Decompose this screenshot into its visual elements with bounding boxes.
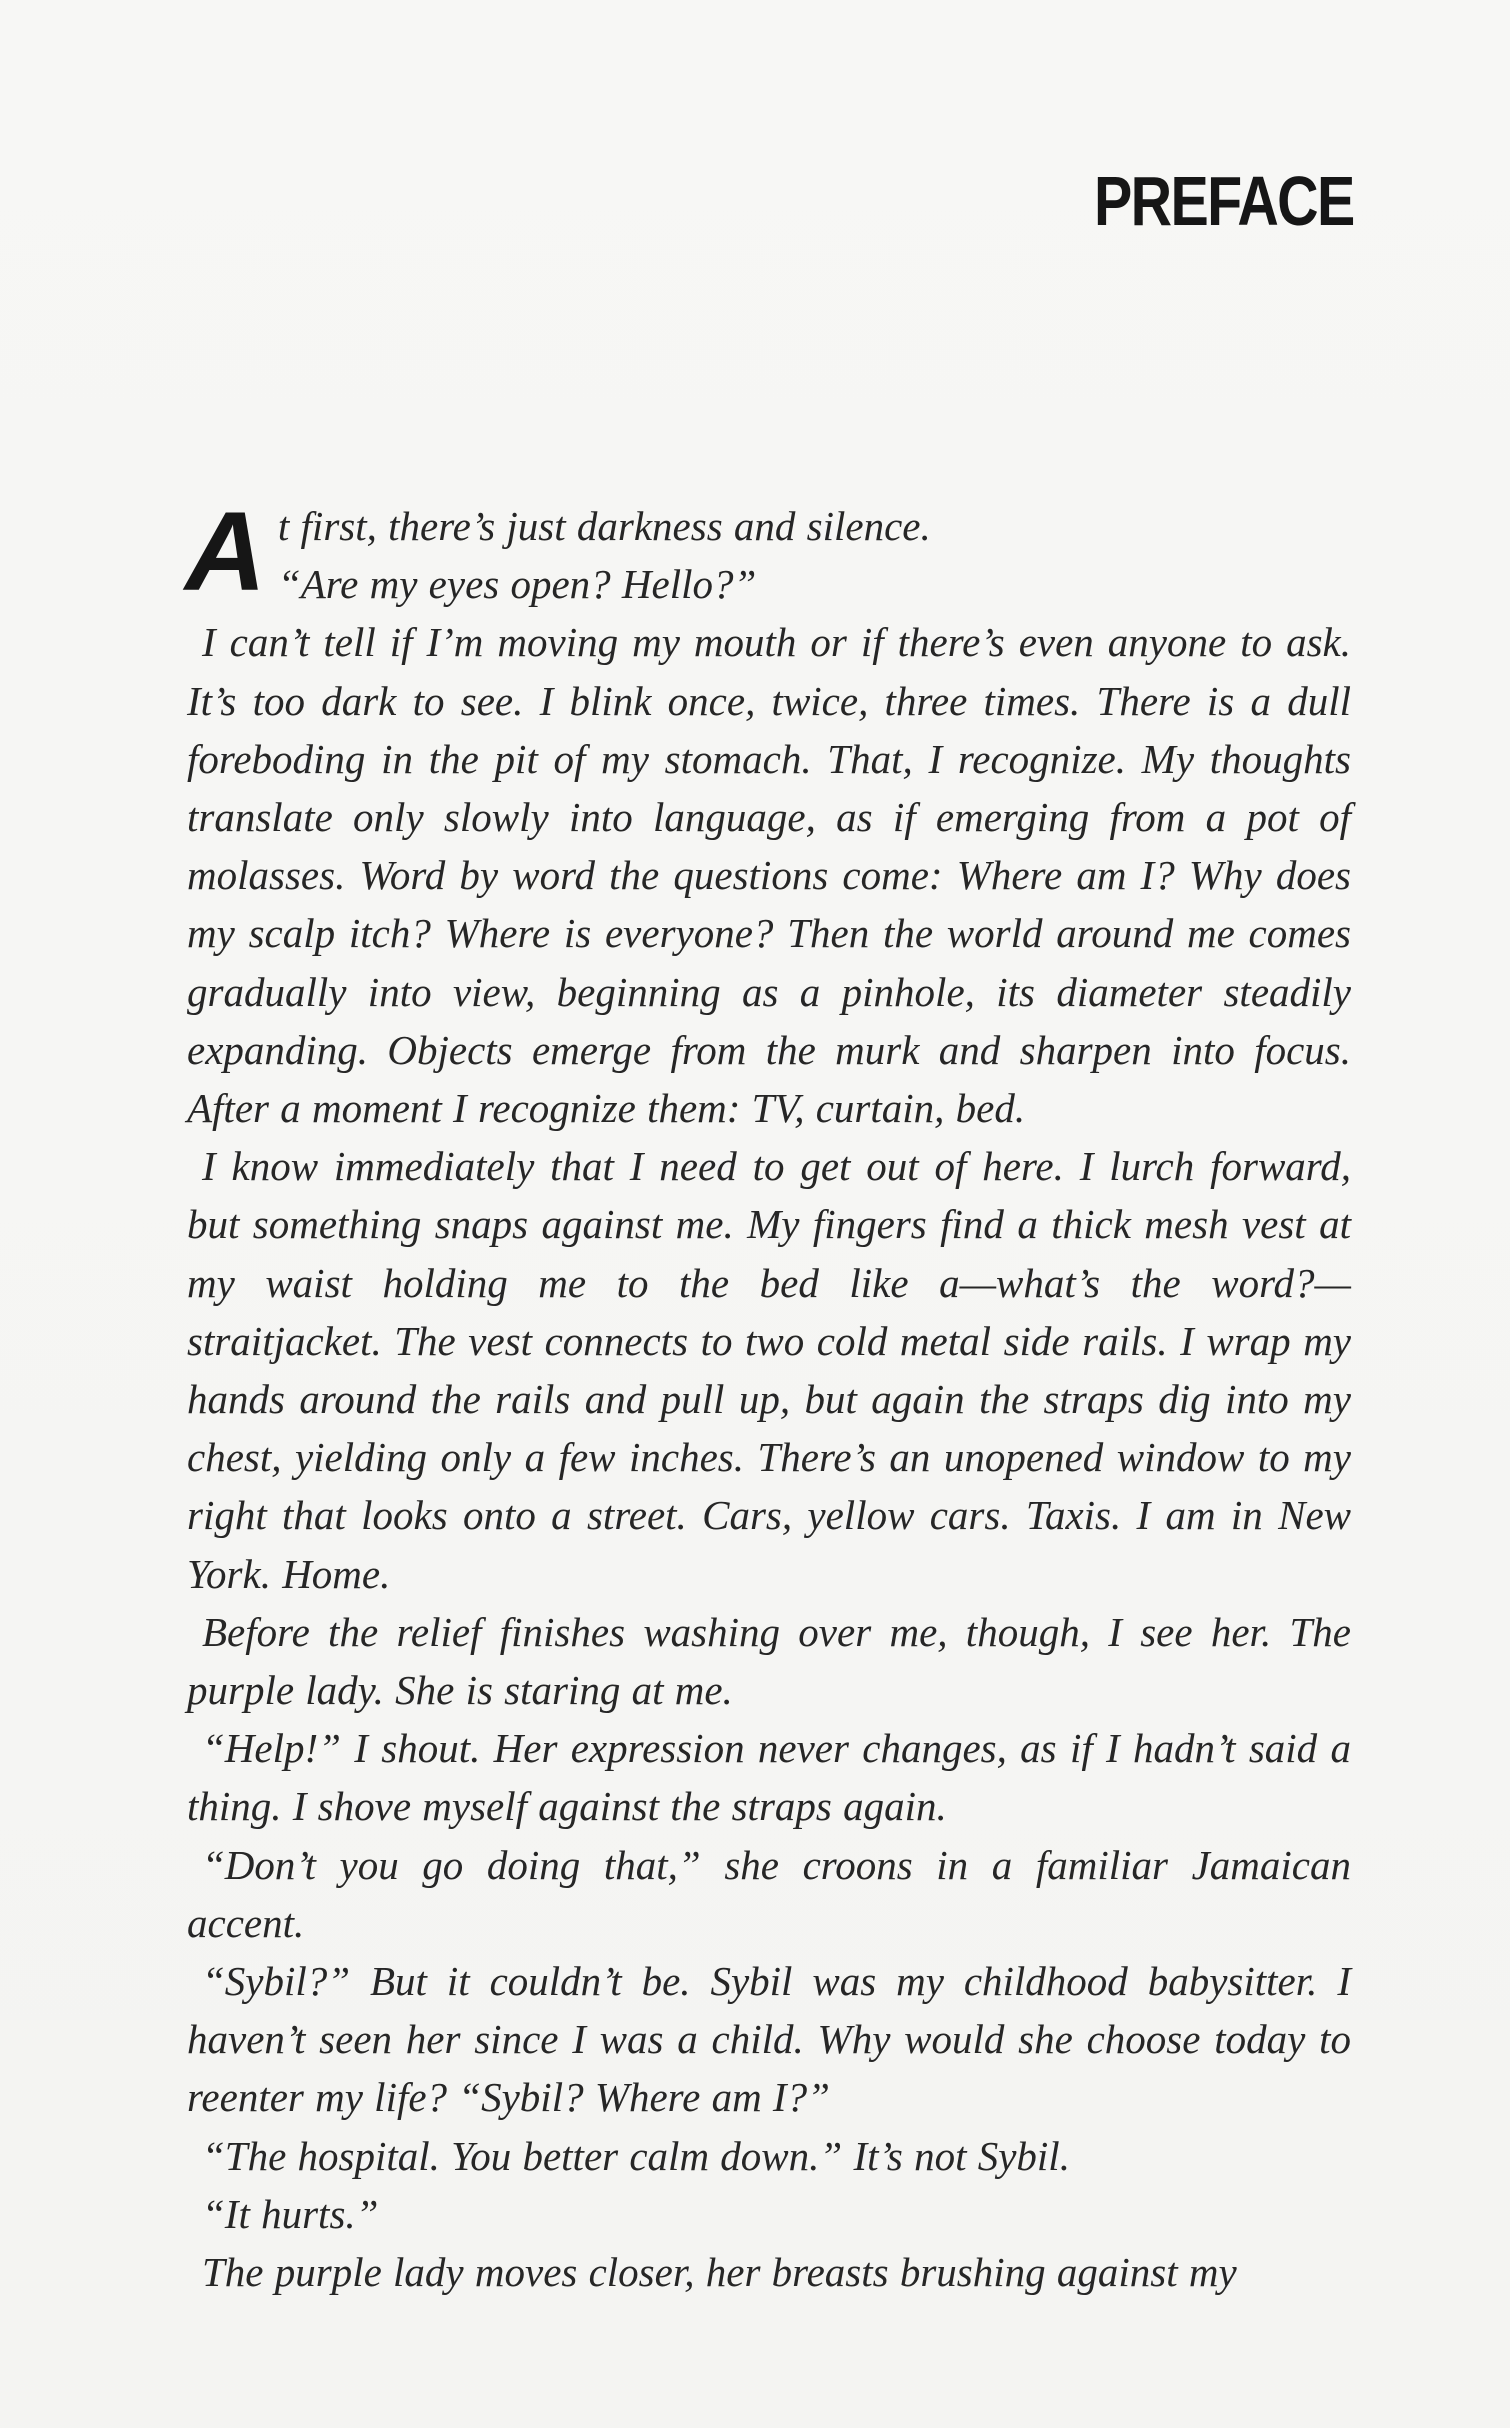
paragraph-2: I know immediately that I need to get out of here. I lurch forward, but something snaps against me. My fingers find a thick mesh vest at my waist holding me to the bed like a—what’s the word?—straitjacket. The vest connects to two cold metal side rails. I wrap my hands around the rails and pull up, but again the straps dig into my chest, yielding only a few inches. There’s an unopened window to my right that looks onto a street. Cars, yellow cars. Taxis. I am in New York. Home.: [187, 1143, 1351, 1597]
chapter-title: PREFACE: [1094, 162, 1354, 240]
paragraph-5: “Don’t you go doing that,” she croons in a familiar Jamaican accent.: [187, 1841, 1351, 1946]
paragraph-1: I can’t tell if I’m moving my mouth or if there’s even anyone to ask. It’s too dark to see. I blink once, twice, three times. There is a dull foreboding in the pit of my stomach. That, I recognize. My thoughts translate only slowly into language, as if emerging from a pot of molasses. Word by word the questions come: Where am I? Why does my scalp itch? Where is everyone? Then the world around me comes gradually into view, beginning as a pinhole, its diameter steadily expanding. Objects emerge from the murk and sharpen into focus. After a moment I recognize them: TV, curtain, bed.: [187, 619, 1351, 1132]
paragraph-7: “The hospital. You better calm down.” It’s not Sybil.: [202, 2132, 1070, 2179]
opening-quote: “Are my eyes open? Hello?”: [277, 561, 757, 608]
drop-cap-letter: A: [185, 489, 266, 614]
paragraph-3: Before the relief finishes washing over me, though, I see her. The purple lady. She is staring at me.: [187, 1608, 1351, 1714]
paragraph-9: The purple lady moves closer, her breasts brushing against my: [202, 2249, 1237, 2296]
opening-line: t first, there’s just darkness and silence.: [277, 503, 931, 549]
body-text: [185, 489, 1351, 2301]
paragraph-4: “Help!” I shout. Her expression never changes, as if I hadn’t said a thing. I shove myself against the straps again.: [187, 1725, 1351, 1830]
paragraph-6: “Sybil?” But it couldn’t be. Sybil was my childhood babysitter. I haven’t seen her since I was a child. Why would she choose today to reenter my life? “Sybil? Where am I?”: [187, 1958, 1351, 2121]
opening-paragraph: [185, 489, 1351, 614]
paragraph-8: “It hurts.”: [202, 2190, 379, 2237]
